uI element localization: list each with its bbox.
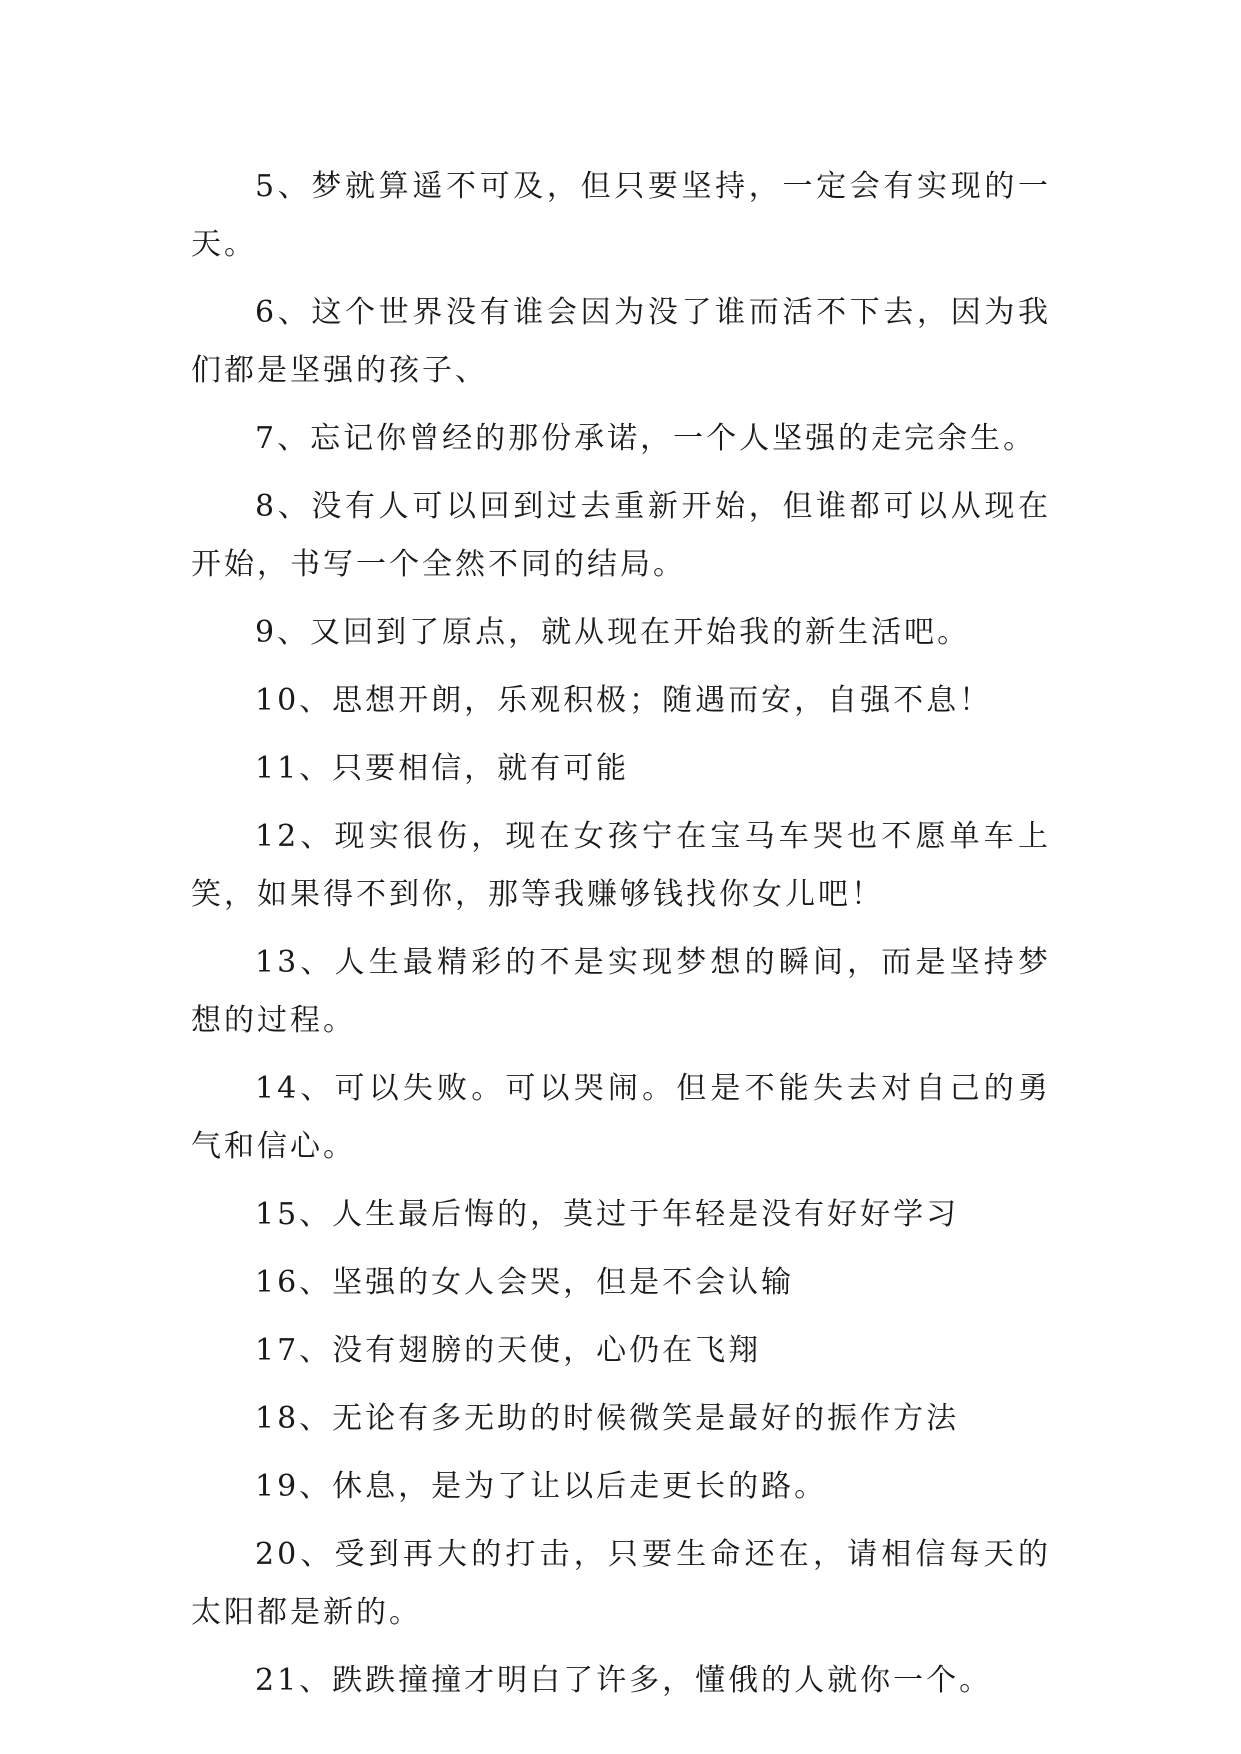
paragraph-8: 8、没有人可以回到过去重新开始，但谁都可以从现在开始，书写一个全然不同的结局。 [191,489,1051,582]
paragraph-5: 5、梦就算遥不可及，但只要坚持，一定会有实现的一天。 [191,169,1051,262]
paragraph-6: 6、这个世界没有谁会因为没了谁而活不下去，因为我们都是坚强的孩子、 [191,295,1051,388]
paragraph-20: 20、受到再大的打击，只要生命还在，请相信每天的太阳都是新的。 [191,1537,1051,1630]
paragraph-11: 11、只要相信，就有可能 [255,751,630,786]
paragraph-7: 7、忘记你曾经的那份承诺，一个人坚强的走完余生。 [255,421,1037,456]
paragraph-14: 14、可以失败。可以哭闹。但是不能失去对自己的勇气和信心。 [191,1071,1051,1164]
paragraph-17: 17、没有翅膀的天使，心仍在飞翔 [255,1333,762,1368]
paragraph-10: 10、思想开朗，乐观积极；随遇而安，自强不息！ [255,683,993,718]
paragraph-15: 15、人生最后悔的，莫过于年轻是没有好好学习 [255,1197,960,1232]
paragraph-16: 16、坚强的女人会哭，但是不会认输 [255,1265,795,1300]
paragraph-19: 19、休息，是为了让以后走更长的路。 [255,1469,828,1504]
document-body [191,158,1051,1720]
paragraph-18: 18、无论有多无助的时候微笑是最好的振作方法 [255,1401,960,1436]
paragraph-12: 12、现实很伤，现在女孩宁在宝马车哭也不愿单车上笑，如果得不到你，那等我赚够钱找你女儿吧！ [191,819,1051,912]
paragraph-9: 9、又回到了原点，就从现在开始我的新生活吧。 [255,615,971,650]
paragraph-21: 21、跌跌撞撞才明白了许多，懂俄的人就你一个。 [255,1663,993,1698]
paragraph-13: 13、人生最精彩的不是实现梦想的瞬间，而是坚持梦想的过程。 [191,945,1051,1038]
